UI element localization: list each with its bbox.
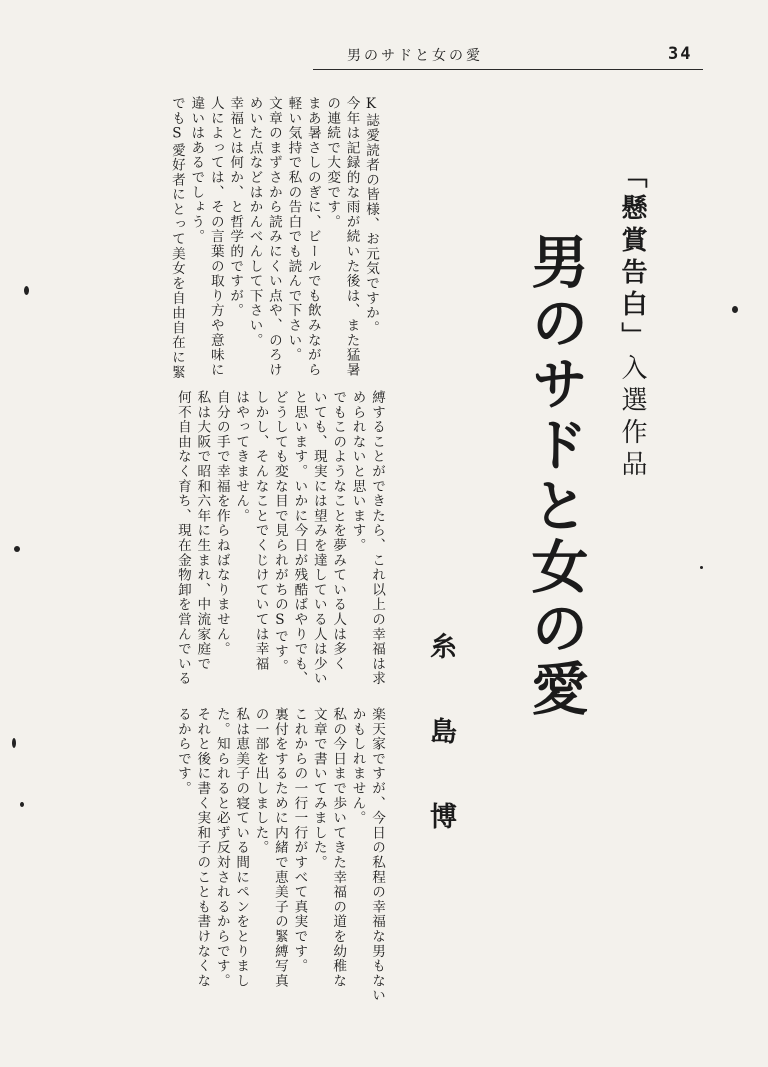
kicker-rest: 入選作品 — [617, 354, 647, 482]
body-line: でもS愛好者にとって美女を自由自在に緊 — [168, 96, 185, 380]
body-line: 何不自由なく育ち、現在金物卸を営んでいる — [174, 390, 191, 686]
body-line: るからです。 — [174, 707, 191, 796]
body-line: はやってきません。 — [233, 390, 250, 524]
article-title: 男のサドと女の愛 — [522, 232, 589, 720]
page-number: 34 — [668, 44, 693, 64]
kicker-bracketed: 「懸賞告白」 — [617, 162, 647, 354]
body-line: 私は大阪で昭和六年に生まれ、中流家庭で — [194, 390, 211, 672]
body-line: 私は恵美子の寝ている間にペンをとりまし — [233, 707, 250, 989]
body-line: と思います。いかに今日が残酷ばやりでも、 — [291, 390, 308, 686]
body-line: 人によっては、その言葉の取り方や意味に — [207, 96, 224, 378]
scan-speck — [732, 306, 738, 313]
body-line: 私の今日まで歩いてきた幸福の道を幼稚な — [330, 707, 347, 989]
body-line: まあ暑さしのぎに、ビールでも飲みながら — [304, 96, 321, 378]
scan-speck — [12, 738, 16, 748]
body-line: どうしても変な目で見られがちのSです。 — [271, 390, 288, 674]
body-line: 縛することができたら、これ以上の幸福は求 — [369, 390, 385, 686]
body-column-middle — [116, 390, 386, 690]
body-line: た。知られると必ず反対されるからです。 — [213, 707, 230, 989]
contest-kicker — [608, 162, 656, 482]
body-line: でもこのようなことを夢みている人は多く — [330, 390, 347, 672]
author-name: 糸島博 — [425, 632, 456, 887]
scan-speck — [20, 802, 24, 807]
body-column-bottom — [116, 707, 386, 1007]
body-line: 幸福とは何か、と哲学的ですが。 — [227, 96, 244, 318]
body-line: 軽い気持で私の告白でも読んで下さい。 — [285, 96, 302, 363]
body-line: 違いはあるでしょう。 — [188, 96, 205, 244]
body-line: 楽天家ですが、今日の私程の幸福な男もない — [369, 707, 385, 1003]
body-line: いても、現実には望みを達している人は少い — [310, 390, 327, 686]
body-line: められないと思います。 — [349, 390, 366, 553]
body-line: しかし、そんなことでくじけていては幸福 — [252, 390, 269, 672]
scan-speck — [14, 546, 20, 552]
scan-speck — [24, 286, 29, 295]
body-line: の一部を出しました。 — [252, 707, 269, 855]
body-line: 自分の手で幸福を作らねばなりません。 — [213, 390, 230, 657]
body-line: の連続で大変です。 — [324, 96, 341, 230]
body-line: 文章のまずさから読みにくい点や、のろけ — [265, 96, 282, 378]
body-line: 文章で書いてみました。 — [310, 707, 327, 870]
body-line: かもしれません。 — [349, 707, 366, 826]
body-line: これからの一行一行がすべて真実です。 — [291, 707, 308, 974]
body-line: K誌愛読者の皆様、お元気ですか。 — [363, 96, 379, 336]
body-line: 裏付をするために内緒で恵美子の緊縛写真 — [271, 707, 288, 989]
scan-speck — [700, 566, 703, 569]
body-line: 今年は記録的な雨が続いた後は、また猛暑 — [343, 96, 360, 378]
body-column-top — [120, 96, 380, 380]
running-title: 男のサドと女の愛 — [347, 48, 483, 64]
header-rule — [313, 69, 703, 70]
body-line: それと後に書く実和子のことも書けなくな — [194, 707, 211, 989]
body-line: めいた点などはかんべんして下さい。 — [246, 96, 263, 348]
